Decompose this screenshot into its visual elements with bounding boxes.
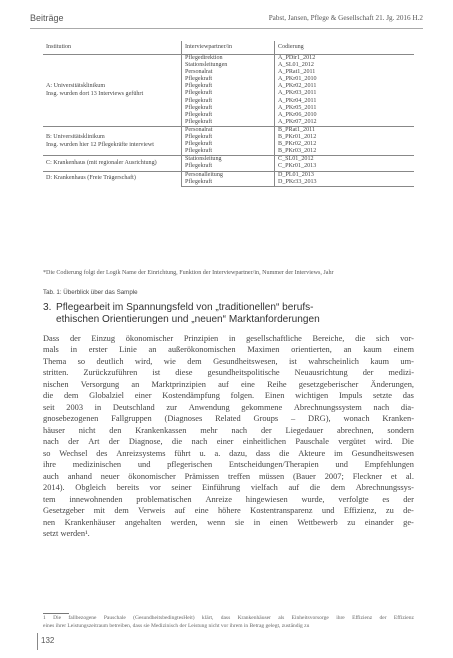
column-header-institution: Institution <box>43 41 182 55</box>
body-line: auch anhand neuer ökonomischer Prämissen treffen müssen (Bauer 2007; Fleckner et al. <box>43 471 414 481</box>
body-line: Thema so deutlich wird, wie dem Gesundheitswesen, ist wahrscheinlich kaum um- <box>43 356 414 366</box>
table-caption: Tab. 1: Überblick über das Sample <box>43 289 138 296</box>
body-line: setzt werden¹. <box>43 529 90 539</box>
body-line: stritten. Zurückzuführen ist diese gesundheitspolitische Neuausrichtung der medizi- <box>43 368 414 378</box>
institution-cell <box>43 156 182 171</box>
interviewee-cell: Pflegekraft <box>182 90 275 97</box>
body-line: mals in erster Linie an außerökonomischen Maximen orientierten, an kaum einem <box>43 345 414 355</box>
footnote-line: eines ihrer Leistungszeitraum betreiben, dass sie Medizinisch der Leistung nicht vor ihrem in Betrag gelegt, zuständig zu <box>43 622 310 629</box>
institution-cell <box>43 55 182 127</box>
table-note: *Die Codierung folgt der Logik Name der Einrichtung, Funktion der Interviewpartner/in, Nummer der Interviews, Jahr <box>43 270 334 276</box>
institution-cell <box>43 171 182 186</box>
body-line: so Wechsel des Anreizsystems führt u. a. dazu, dass die Akteure im Gesundheitswesen <box>43 448 414 458</box>
table-row <box>43 156 414 164</box>
header-rule <box>30 28 423 29</box>
interviewee-cell: Personalrat <box>182 69 275 76</box>
interviewee-cell: Pflegekraft <box>182 134 275 141</box>
interviewee-cell: Pflegekraft <box>182 179 275 187</box>
footnote-rule <box>43 613 69 614</box>
interviewee-cell: Pflegekraft <box>182 141 275 148</box>
interviewee-cell: Pflegekraft <box>182 83 275 90</box>
code-cell: D_PKr33_2013 <box>275 179 415 187</box>
body-line: tem innewohnenden problematischen Anreize hingewiesen wurde, verfolgte es der <box>43 494 414 504</box>
sample-table <box>43 41 414 187</box>
code-cell: A_PKr04_2011 <box>275 98 415 105</box>
code-cell: C_PKr01_2013 <box>275 163 415 171</box>
running-header-section: Beiträge <box>30 13 64 23</box>
body-line: die dem Globalziel einer Kostendämpfung folgen. Einen wichtigen Impuls setzte das <box>43 391 414 401</box>
body-line: nen Krankenhäuser angehalten werden, wenn sie in einen Wettbewerb zu einander ge- <box>43 517 414 527</box>
section-title-line-1: Pflegearbeit im Spannungsfeld von „traditionellen“ berufs- <box>56 302 314 313</box>
institution-cell <box>43 126 182 155</box>
interviewee-cell: Pflegekraft <box>182 112 275 119</box>
running-header-journal: Pabst, Jansen, Pflege & Gesellschaft 21. Jg. 2016 H.2 <box>268 14 423 22</box>
interviewee-cell: Pflegekraft <box>182 148 275 156</box>
institution-name: B: Universitätsklinikum <box>46 133 105 140</box>
code-cell: B_PKr03_2012 <box>275 148 415 156</box>
body-line: 2014). Obgleich bereits vor seiner Einführung vielfach auf die dem Abrechnungssys- <box>43 483 414 493</box>
code-cell: A_PKr05_2011 <box>275 105 415 112</box>
code-cell: A_PKr03_2011 <box>275 90 415 97</box>
institution-name: C: Krankenhaus (mit regionaler Ausrichtung) <box>46 159 157 166</box>
table-header-row <box>43 41 414 55</box>
code-cell: B_PKr02_2012 <box>275 141 415 148</box>
interviewee-cell: Pflegekraft <box>182 119 275 127</box>
interviewee-cell: Pflegekraft <box>182 98 275 105</box>
institution-detail: Insg. wurden dort 13 Interviews geführt <box>46 90 144 97</box>
code-cell: A_PRat1_2011 <box>275 69 415 76</box>
interviewee-cell: Pflegekraft <box>182 163 275 171</box>
code-cell: B_PRat1_2011 <box>275 126 415 134</box>
code-cell: A_PDir1_2012 <box>275 55 415 63</box>
body-line: Dass der Einzug ökonomischer Prinzipien in gesellschaftliche Bereiche, die sich vor- <box>43 334 414 343</box>
table-row <box>43 171 414 179</box>
code-cell: A_PKr02_2011 <box>275 83 415 90</box>
institution-name: D: Krankenhaus (Freie Trägerschaft) <box>46 175 136 182</box>
table-row <box>43 55 414 63</box>
section-number: 3. <box>43 302 52 313</box>
code-cell: A_SL01_2012 <box>275 62 415 69</box>
body-line: ihre medizinischen und pflegerischen Entscheidungen/Therapien und Empfehlungen <box>43 460 414 470</box>
interviewee-cell: Personalleitung <box>182 171 275 179</box>
section-title-line-2: ethischen Orientierungen und „neuen“ Marktanforderungen <box>56 314 320 326</box>
code-cell: A_PKr06_2010 <box>275 112 415 119</box>
interviewee-cell: Pflegekraft <box>182 105 275 112</box>
institution-name: A: Universitätsklinikum <box>46 82 106 89</box>
interviewee-cell: Stationsleitung <box>182 156 275 164</box>
code-cell: D_PL01_2013 <box>275 171 415 179</box>
page-number: 132 <box>41 636 55 645</box>
section-heading <box>43 302 423 326</box>
institution-detail: Insg. wurden hier 12 Pflegekräfte interviewt <box>46 141 154 148</box>
body-line: nach der Art der Diagnose, die nach einer einheitlichen Pauschale vergütet wird. Die <box>43 437 414 447</box>
code-cell: A_PKr07_2012 <box>275 119 415 127</box>
body-line: häuser nicht den Krankenkassen mehr nach der Liegedauer abrechnen, sondern <box>43 425 414 435</box>
body-line: nischen Versorgung an Marktprinzipien auf eine Reihe gesetzgeberischer Änderungen, <box>43 379 414 389</box>
interviewee-cell: Pflegekraft <box>182 76 275 83</box>
interviewee-cell: Pflegedirektion <box>182 55 275 63</box>
footnote <box>43 615 414 630</box>
column-header-code: Codierung <box>275 41 415 55</box>
page-number-bar <box>37 633 38 650</box>
body-line: Gesetzgeber mit dem Verweis auf eine höhere Kostentransparenz und Effizienz, zu de- <box>43 506 414 516</box>
table-row <box>43 126 414 134</box>
footnote-line: 1 Die fallbezogene Pauschale (GesundheitsbedingtesHeit) klärt, dass Krankenhäuser als Einheitsvorsorge ihre Effizienz der Effizienz <box>43 615 414 621</box>
code-cell: A_PKr01_2010 <box>275 76 415 83</box>
body-paragraph <box>43 333 414 540</box>
code-cell: B_PKr01_2012 <box>275 134 415 141</box>
interviewee-cell: Stationsleitungen <box>182 62 275 69</box>
interviewee-cell: Personalrat <box>182 126 275 134</box>
column-header-interviewee: Interviewpartner/in <box>182 41 275 55</box>
code-cell: C_SL01_2012 <box>275 156 415 164</box>
body-line: seit 2003 in Deutschland zur Anwendung gekommene Abrechnungssystem nach dia- <box>43 402 414 412</box>
body-line: gnosebezogenen Fallgruppen (Diagnoses Related Groups – DRG), wonach Kranken- <box>43 414 414 424</box>
